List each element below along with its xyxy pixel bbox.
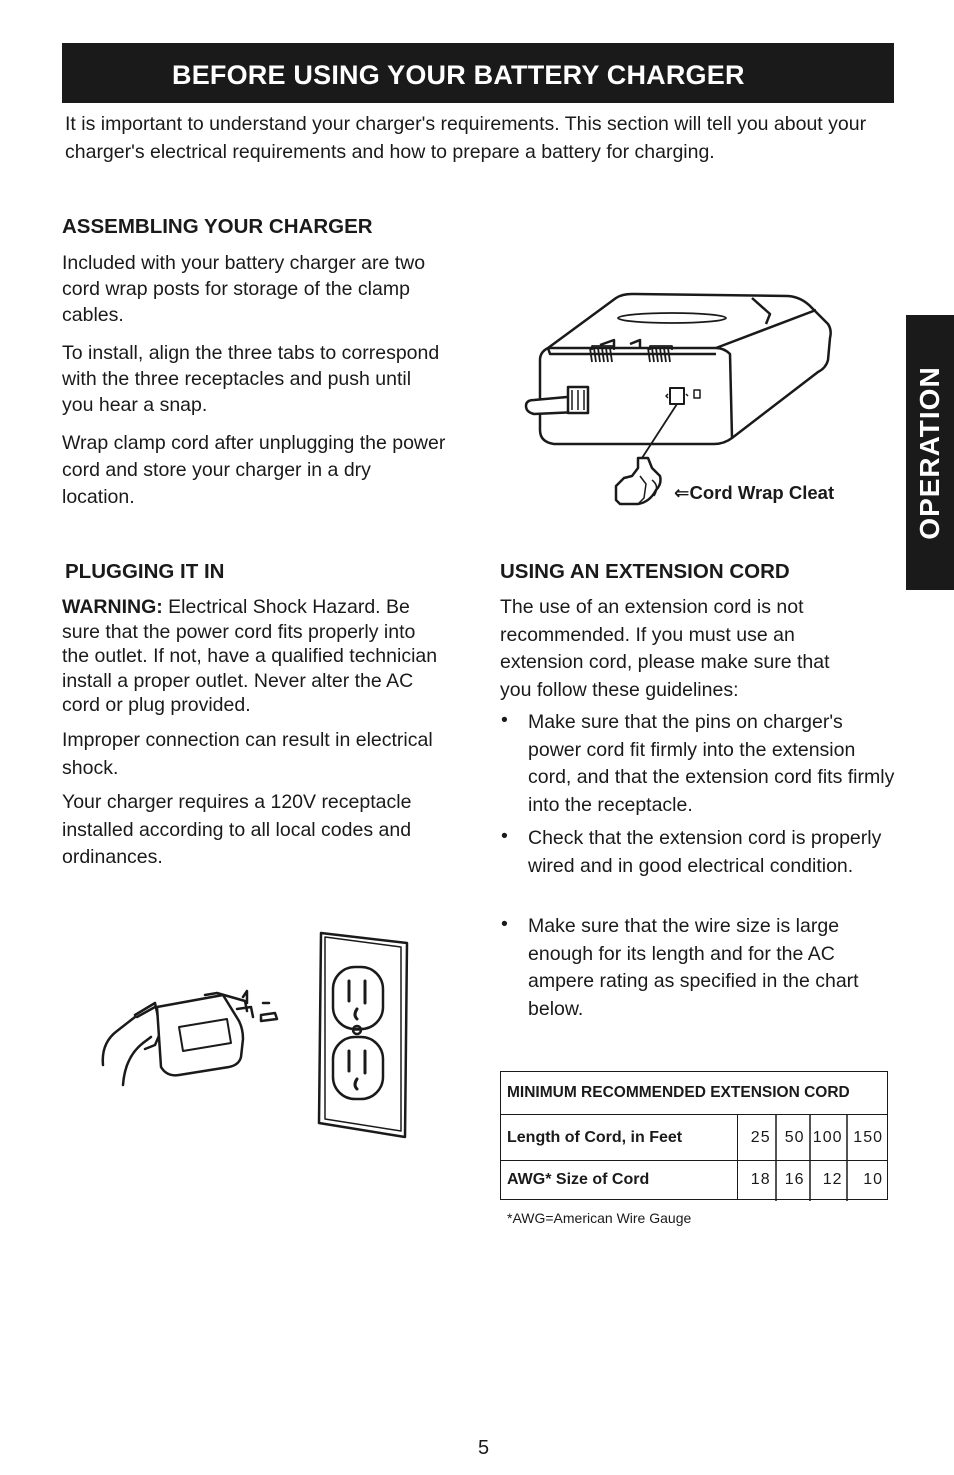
warning-paragraph [62,595,447,718]
assembling-heading: ASSEMBLING YOUR CHARGER [62,215,373,238]
table-cell: 18 [738,1161,775,1200]
table-cell: 10 [847,1161,888,1200]
section-tab-operation[interactable] [906,315,954,590]
charger-illustration [520,290,840,510]
table-title: MINIMUM RECOMMENDED EXTENSION CORD [501,1072,888,1115]
bullet-icon: • [501,825,508,847]
assembling-paragraph-2: To install, align the three tabs to correspond with the three receptacles and push until you hear a snap. [62,342,440,416]
plugging-paragraph-2: Your charger requires a 120V receptacle installed according to all local codes and ordinances. [62,791,412,868]
warning-label: WARNING: [62,596,163,618]
intro-paragraph: It is important to understand your charger's requirements. This section will tell you about your charger's electrical requirements and how to prepare a battery for charging. [65,113,867,163]
assembling-paragraph-3: Wrap clamp cord after unplugging the power cord and store your charger in a dry location. [62,432,446,508]
assembling-paragraph-1: Included with your battery charger are two cord wrap posts for storage of the clamp cables. [62,252,426,326]
plugging-paragraph-1: Improper connection can result in electrical shock. [62,729,433,779]
plug-and-outlet-illustration [95,925,435,1140]
table-cell: 150 [847,1115,888,1161]
table-row-label: Length of Cord, in Feet [501,1115,738,1161]
arrow-left-icon: ⇐ [674,482,690,503]
table-row-label: AWG* Size of Cord [501,1161,738,1200]
cord-wrap-cleat-label: ⇐Cord Wrap Cleat [674,482,835,503]
table-cell: 25 [738,1115,775,1161]
warning-text: Electrical Shock Hazard. Be sure that the power cord fits properly into the outlet. If not, have a qualified technician install a proper outlet. Never alter the AC cord or plug provided. [62,596,438,716]
bullet-icon: • [501,709,508,731]
bullet-icon: • [501,913,508,935]
table-cell: 50 [775,1115,809,1161]
page-title: BEFORE USING YOUR BATTERY CHARGER [172,60,745,90]
plugging-heading: PLUGGING IT IN [65,560,225,583]
table-column-dividers [500,1115,888,1201]
extension-intro: The use of an extension cord is not recommended. If you must use an extension cord, please make sure that you follow these guidelines: [500,596,830,701]
table-footnote: *AWG=American Wire Gauge [507,1210,692,1226]
header-banner [62,43,894,103]
table-cell: 12 [809,1161,847,1200]
section-tab-label: OPERATION [914,365,945,540]
table-cell: 16 [775,1161,809,1200]
extension-heading: USING AN EXTENSION CORD [500,560,790,583]
page-number: 5 [478,1437,490,1459]
table-cell: 100 [809,1115,847,1161]
